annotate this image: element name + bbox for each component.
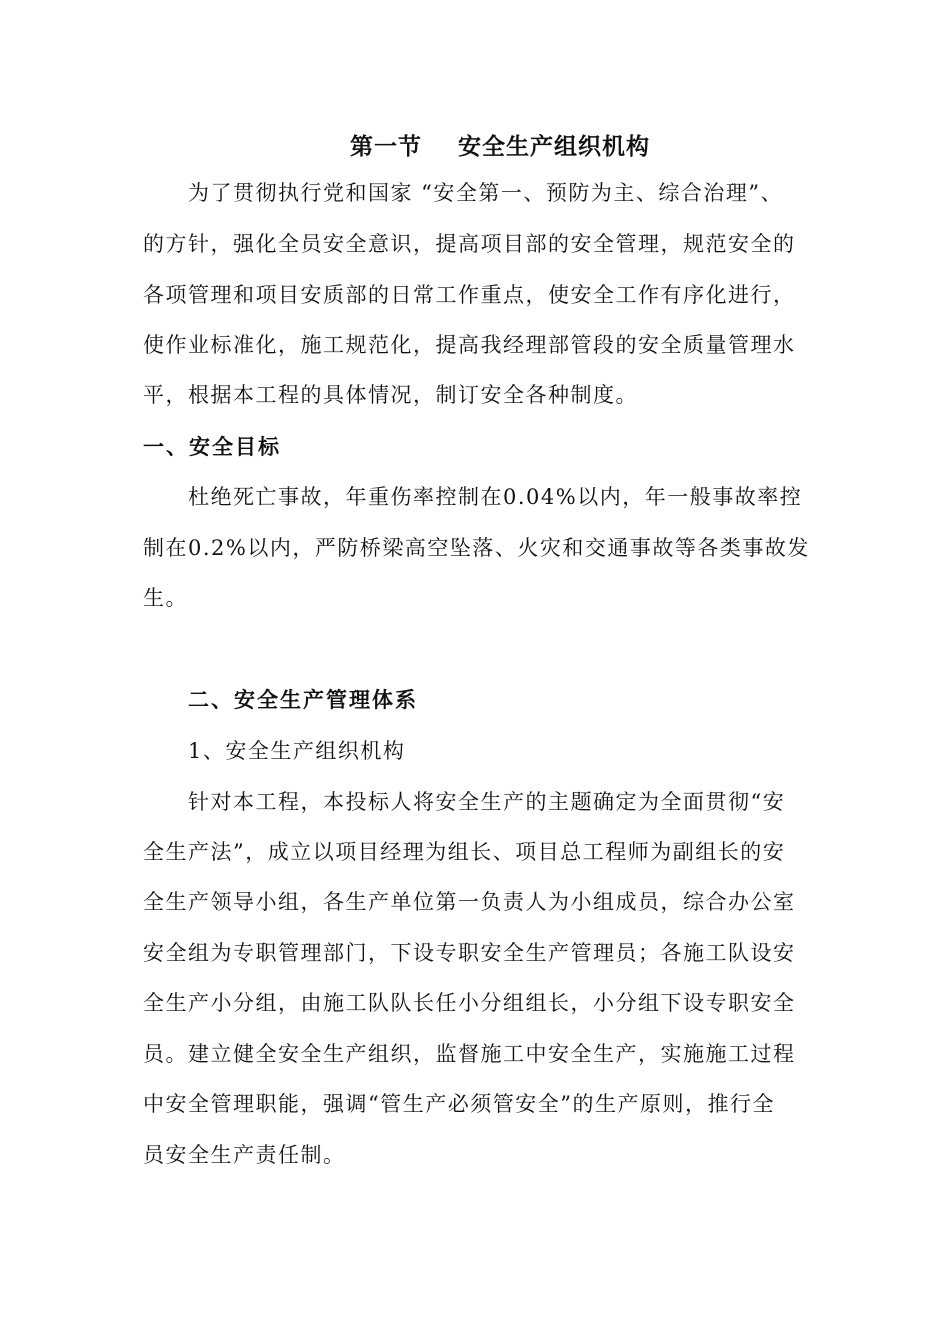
organization-line-1: 针对本工程，本投标人将安全生产的主题确定为全面贯彻“安 <box>188 790 786 814</box>
organization-line-3: 全生产领导小组，各生产单位第一负责人为小组成员，综合办公室 <box>143 890 796 914</box>
organization-line-2: 全生产法”，成立以项目经理为组长、项目总工程师为副组长的安 <box>143 840 786 864</box>
intro-line-2: 的方针，强化全员安全意识，提高项目部的安全管理，规范安全的 <box>143 232 796 256</box>
intro-line-3: 各项管理和项目安质部的日常工作重点，使安全工作有序化进行， <box>143 283 796 307</box>
organization-line-6: 员。建立健全安全生产组织，监督施工中安全生产，实施施工过程 <box>143 1042 796 1066</box>
safety-goal-line-1: 杜绝死亡事故，年重伤率控制在0.04%以内，年一般事故率控 <box>188 485 803 509</box>
safety-goal-line-3: 生。 <box>143 586 188 610</box>
organization-line-7: 中安全管理职能，强调“管生产必须管安全”的生产原则，推行全 <box>143 1092 775 1116</box>
subsection-heading-organization: 1、安全生产组织机构 <box>188 739 406 763</box>
intro-line-1: 为了贯彻执行党和国家 “安全第一、预防为主、综合治理”、 <box>188 181 784 205</box>
section-heading-safety-goal: 一、安全目标 <box>143 434 281 459</box>
page-title: 第一节 安全生产组织机构 <box>349 133 651 160</box>
organization-line-5: 全生产小分组，由施工队队长任小分组组长，小分组下设专职安全 <box>143 991 796 1015</box>
section-heading-management-system: 二、安全生产管理体系 <box>188 687 418 712</box>
intro-line-5: 平，根据本工程的具体情况，制订安全各种制度。 <box>143 383 638 407</box>
organization-line-8: 员安全生产责任制。 <box>143 1143 346 1167</box>
organization-line-4: 安全组为专职管理部门，下设专职安全生产管理员；各施工队设安 <box>143 941 796 965</box>
intro-line-4: 使作业标准化，施工规范化，提高我经理部管段的安全质量管理水 <box>143 333 796 357</box>
safety-goal-line-2: 制在0.2%以内，严防桥梁高空坠落、火灾和交通事故等各类事故发 <box>143 536 810 560</box>
